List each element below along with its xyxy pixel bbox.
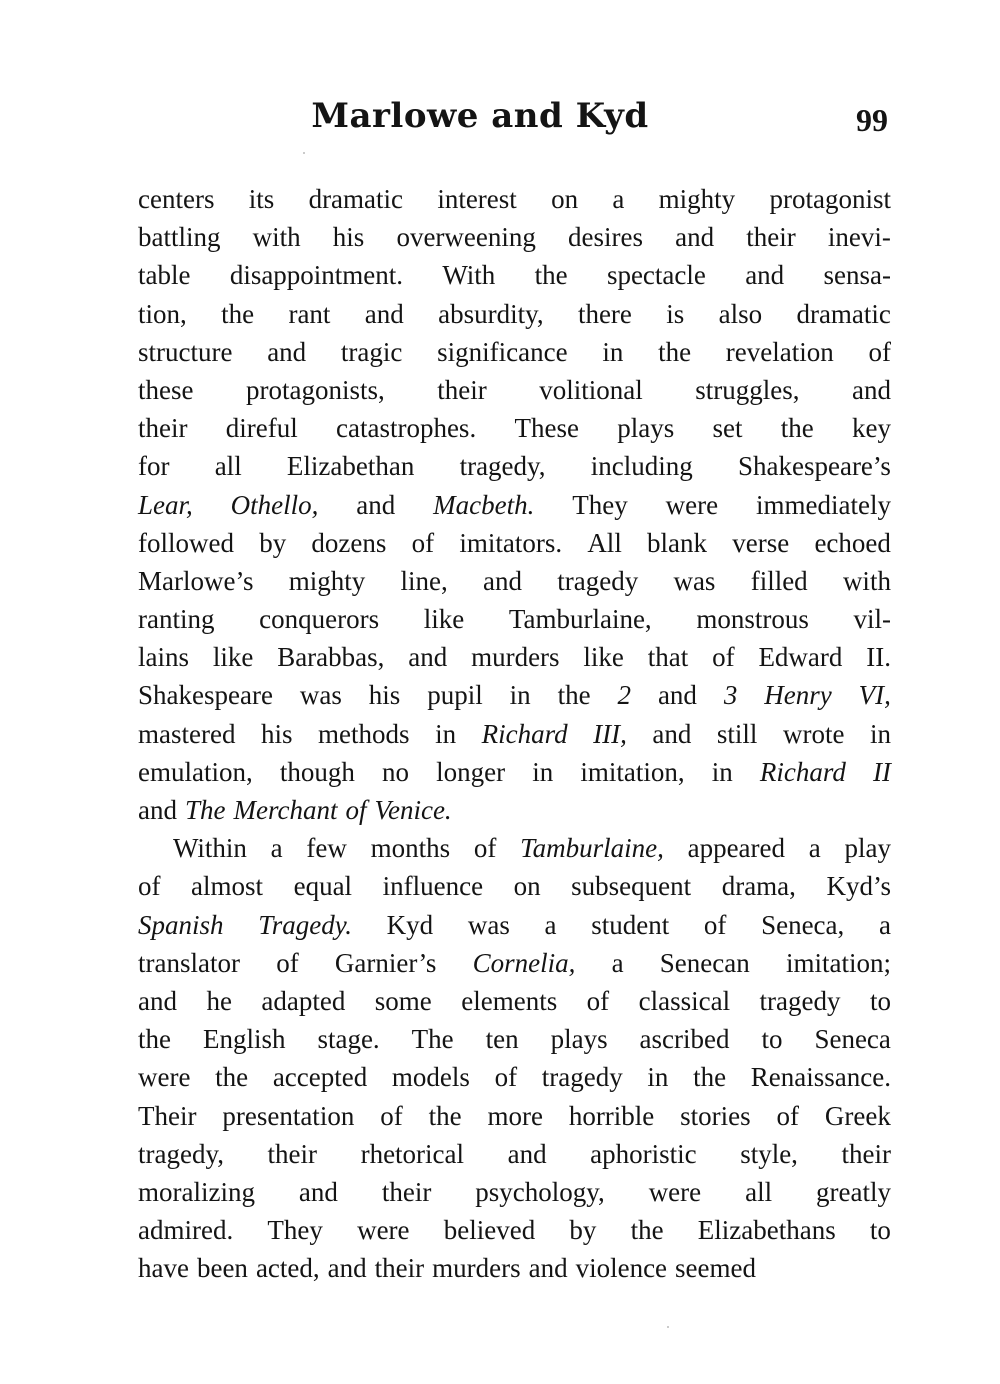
word: a <box>612 184 625 214</box>
word: for <box>138 451 170 482</box>
word: of <box>138 871 161 902</box>
word: to <box>761 1024 783 1055</box>
italic-word: Othello, <box>230 489 319 520</box>
word: their <box>746 222 796 253</box>
word: on <box>513 871 541 902</box>
word: Marlowe’s <box>138 565 254 596</box>
word: With <box>442 260 496 291</box>
italic-word: II <box>873 756 891 787</box>
text-line <box>138 524 891 562</box>
word: centers <box>138 184 215 214</box>
word: of <box>494 1062 518 1093</box>
word: the <box>215 1062 249 1093</box>
word: Kyd <box>386 909 434 940</box>
text-line <box>138 600 891 638</box>
word: Edward <box>758 642 843 673</box>
italic-word: Henry <box>764 680 832 711</box>
word: almost <box>191 871 264 902</box>
word: in <box>435 718 457 749</box>
word: mastered <box>138 718 236 749</box>
italic-word: of <box>345 795 367 825</box>
word: blank <box>647 527 708 558</box>
word: there <box>577 298 632 329</box>
italic-word: VI, <box>858 680 891 711</box>
word: mighty <box>288 565 366 596</box>
word: were <box>357 1215 410 1246</box>
text-line <box>138 791 891 829</box>
word: to <box>869 985 891 1016</box>
word: a <box>878 909 891 940</box>
word: with <box>842 565 891 596</box>
word: of <box>380 1100 403 1131</box>
word: The <box>411 1024 454 1055</box>
word: revelation <box>725 336 834 367</box>
word: monstrous <box>696 604 809 635</box>
text-line <box>138 1020 891 1058</box>
text-line <box>138 829 891 867</box>
word: stage. <box>317 1024 380 1055</box>
text-line <box>138 676 891 714</box>
word: the <box>780 413 814 444</box>
text-line <box>138 371 891 409</box>
word: tragedy <box>759 985 841 1016</box>
word: their <box>267 1138 318 1169</box>
text-line <box>138 638 891 676</box>
word: including <box>590 451 693 482</box>
word: in <box>869 718 891 749</box>
text-line <box>138 180 891 218</box>
word: desires <box>568 222 644 253</box>
word: Greek <box>824 1100 891 1131</box>
italic-word: Merchant <box>233 795 338 825</box>
word: absurdity, <box>438 298 544 329</box>
word: of <box>712 642 735 673</box>
word: influence <box>382 871 484 902</box>
word: verse <box>732 527 790 558</box>
word: in <box>532 756 554 787</box>
word: sensa- <box>823 260 891 291</box>
word: though <box>279 756 355 787</box>
word: their <box>374 1253 425 1284</box>
word: followed <box>138 527 234 558</box>
word: and <box>267 336 307 367</box>
word: plays <box>617 413 675 444</box>
word: dramatic <box>796 298 891 329</box>
word: his <box>260 718 293 749</box>
italic-word: Cornelia, <box>472 947 576 978</box>
word: tragedy, <box>459 451 546 482</box>
body-text <box>138 180 891 1287</box>
word: adapted <box>261 985 346 1016</box>
word: their <box>437 374 487 405</box>
text-line <box>138 409 891 447</box>
word: accepted <box>272 1062 368 1093</box>
running-title: Marlowe and Kyd <box>311 96 649 136</box>
word: is <box>666 298 685 329</box>
word: lains <box>138 642 189 673</box>
word: still <box>716 718 758 749</box>
word: he <box>206 985 232 1016</box>
word: style, <box>740 1138 798 1169</box>
word: and <box>507 1138 547 1169</box>
text-line <box>138 486 891 524</box>
text-line <box>138 562 891 600</box>
word: echoed <box>814 527 891 558</box>
word: Tamburlaine, <box>508 604 652 635</box>
word: Shakespeare <box>138 680 273 711</box>
word: rant <box>288 298 331 329</box>
word: of <box>868 336 891 367</box>
italic-word: Lear, <box>138 489 193 520</box>
word: wrote <box>782 718 845 749</box>
word: to <box>869 1215 891 1246</box>
word: tragedy <box>541 1062 623 1093</box>
word: English <box>202 1024 286 1055</box>
word: Garnier’s <box>334 947 437 978</box>
word: were <box>665 489 719 520</box>
word: All <box>587 527 622 558</box>
word: acted, <box>255 1253 320 1284</box>
word: been <box>196 1253 248 1284</box>
italic-word: Tragedy. <box>258 909 352 940</box>
word: few <box>306 833 347 864</box>
word: was <box>673 565 716 596</box>
word: moralizing <box>138 1176 255 1207</box>
word: more <box>487 1100 543 1131</box>
word: like <box>423 604 465 635</box>
word: his <box>332 222 365 253</box>
word: the <box>138 1024 171 1055</box>
word: horrible <box>568 1100 655 1131</box>
word: plays <box>550 1024 608 1055</box>
word: imitation; <box>785 947 891 978</box>
word: They <box>572 489 628 520</box>
word: of <box>473 833 497 864</box>
text-line <box>138 295 891 333</box>
italic-word: Spanish <box>138 909 224 940</box>
text-line <box>138 218 891 256</box>
word: seemed <box>675 1253 757 1284</box>
word: translator <box>138 947 240 978</box>
word: Renaissance. <box>750 1062 891 1093</box>
word: admired. <box>138 1215 234 1246</box>
text-line <box>138 1173 891 1211</box>
text-line <box>138 944 891 982</box>
paragraph <box>138 180 891 829</box>
word: overweening <box>396 222 536 253</box>
word: ranting <box>138 604 215 635</box>
word: spectacle <box>606 260 706 291</box>
word: pupil <box>427 680 483 711</box>
word: and <box>745 260 785 291</box>
word: and <box>652 718 692 749</box>
text-line <box>138 982 891 1020</box>
word: all <box>745 1176 773 1207</box>
word: by <box>569 1215 597 1246</box>
italic-word: III, <box>593 718 627 749</box>
word: student <box>591 909 670 940</box>
word: the <box>630 1215 664 1246</box>
word: classical <box>638 985 731 1016</box>
word: their <box>841 1138 891 1169</box>
word: on <box>551 184 579 214</box>
word: murders <box>432 1253 521 1284</box>
word: some <box>374 985 432 1016</box>
word: Elizabethans <box>697 1215 836 1246</box>
word: Shakespeare’s <box>737 451 891 482</box>
text-line <box>138 1135 891 1173</box>
word: and <box>138 985 177 1016</box>
word: months <box>370 833 451 864</box>
word: the <box>221 298 255 329</box>
word: direful <box>225 413 298 444</box>
word: line, <box>400 565 448 596</box>
word: Within <box>173 833 247 864</box>
word: all <box>214 451 242 482</box>
word: were <box>648 1176 702 1207</box>
word: were <box>138 1062 191 1093</box>
word: psychology, <box>475 1176 605 1207</box>
text-line <box>138 1058 891 1096</box>
word: Their <box>138 1100 197 1131</box>
word: ten <box>485 1024 519 1055</box>
word: key <box>852 413 891 444</box>
word: protagonists, <box>245 374 385 405</box>
word: imitators. <box>459 527 563 558</box>
text-line <box>138 715 891 753</box>
word: tragedy <box>557 565 639 596</box>
word: the <box>557 680 591 711</box>
word: ascribed <box>639 1024 730 1055</box>
word: Kyd’s <box>826 871 891 902</box>
italic-word: 2 <box>617 680 632 711</box>
word: play <box>844 833 891 864</box>
word: with <box>252 222 301 253</box>
word: and <box>138 795 177 825</box>
word: battling <box>138 222 221 253</box>
word: the <box>693 1062 727 1093</box>
word: have <box>138 1253 189 1284</box>
word: drama, <box>721 871 796 902</box>
paper-speck <box>667 1326 669 1328</box>
word: greatly <box>816 1176 891 1207</box>
word: a <box>611 947 624 978</box>
text-line <box>138 333 891 371</box>
word: subsequent <box>571 871 692 902</box>
word: catastrophes. <box>336 413 477 444</box>
text-line <box>138 867 891 905</box>
text-line <box>138 1097 891 1135</box>
word: methods <box>318 718 410 749</box>
word: of <box>411 527 435 558</box>
text-line <box>138 753 891 791</box>
word: structure <box>138 336 233 367</box>
word: and <box>408 642 448 673</box>
word: vil- <box>853 604 891 635</box>
word: these <box>138 374 194 405</box>
word: that <box>647 642 689 673</box>
word: longer <box>436 756 506 787</box>
word: in <box>647 1062 669 1093</box>
paper-speck <box>303 152 305 154</box>
word: stories <box>680 1100 751 1131</box>
word: elements <box>461 985 558 1016</box>
word: his <box>368 680 401 711</box>
word: of <box>586 985 610 1016</box>
word: the <box>534 260 568 291</box>
text-line <box>138 1211 891 1249</box>
word: a <box>808 833 821 864</box>
word: They <box>267 1215 323 1246</box>
word: and <box>298 1176 338 1207</box>
word: in <box>602 336 624 367</box>
text-line <box>138 906 891 944</box>
italic-word: The <box>184 795 226 825</box>
page-number: 99 <box>856 102 888 138</box>
word: by <box>259 527 287 558</box>
text-line <box>138 256 891 294</box>
word: the <box>658 336 692 367</box>
word: filled <box>750 565 808 596</box>
word: of <box>703 909 727 940</box>
word: and <box>483 565 522 596</box>
word: table <box>138 260 191 291</box>
paragraph <box>138 829 891 1287</box>
text-line <box>138 1249 891 1287</box>
word: and <box>364 298 404 329</box>
word: Senecan <box>659 947 750 978</box>
word: and <box>657 680 697 711</box>
word: was <box>467 909 510 940</box>
text-line <box>138 447 891 485</box>
word: Elizabethan <box>286 451 415 482</box>
word: tion, <box>138 298 187 329</box>
word: no <box>382 756 409 787</box>
word: and <box>528 1253 568 1284</box>
word: disappointment. <box>229 260 404 291</box>
word: protagonist <box>769 184 891 214</box>
italic-word: Richard <box>481 718 568 749</box>
italic-word: Venice. <box>374 795 452 825</box>
italic-word: Richard <box>759 756 846 787</box>
word: significance <box>437 336 568 367</box>
word: II. <box>866 642 891 673</box>
word: their <box>381 1176 432 1207</box>
word: Barabbas, <box>277 642 385 673</box>
word: of <box>776 1100 800 1131</box>
word: equal <box>293 871 353 902</box>
word: mighty <box>658 184 736 214</box>
word: Seneca, <box>761 909 845 940</box>
word: volitional <box>539 374 643 405</box>
word: a <box>544 909 557 940</box>
word: their <box>138 413 188 444</box>
word: and <box>675 222 715 253</box>
word: was <box>299 680 342 711</box>
word: Seneca <box>814 1024 891 1055</box>
word: believed <box>443 1215 536 1246</box>
word: appeared <box>687 833 786 864</box>
word: immediately <box>756 489 891 520</box>
word: a <box>270 833 283 864</box>
word: presentation <box>222 1100 355 1131</box>
word: the <box>428 1100 462 1131</box>
word: set <box>712 413 743 444</box>
word: its <box>248 184 275 214</box>
word: These <box>514 413 579 444</box>
word: tragic <box>340 336 403 367</box>
italic-word: Tamburlaine, <box>520 833 664 864</box>
word: violence <box>575 1253 668 1284</box>
italic-word: Macbeth. <box>433 489 535 520</box>
word: and <box>356 489 396 520</box>
word: in <box>711 756 733 787</box>
word: like <box>212 642 254 673</box>
word: aphoristic <box>590 1138 697 1169</box>
word: models <box>391 1062 470 1093</box>
word: struggles, <box>695 374 800 405</box>
word: murders <box>471 642 560 673</box>
word: conquerors <box>259 604 380 635</box>
word: also <box>718 298 763 329</box>
word: imitation, <box>580 756 685 787</box>
word: rhetorical <box>360 1138 465 1169</box>
word: interest <box>437 184 517 214</box>
word: in <box>509 680 531 711</box>
word: dozens <box>311 527 387 558</box>
word: like <box>583 642 624 673</box>
word: and <box>851 374 891 405</box>
word: tragedy, <box>138 1138 224 1169</box>
word: inevi- <box>827 222 891 253</box>
word: dramatic <box>308 184 404 214</box>
italic-word: 3 <box>723 680 738 711</box>
word: of <box>276 947 299 978</box>
word: emulation, <box>138 756 253 787</box>
word: and <box>327 1253 367 1284</box>
